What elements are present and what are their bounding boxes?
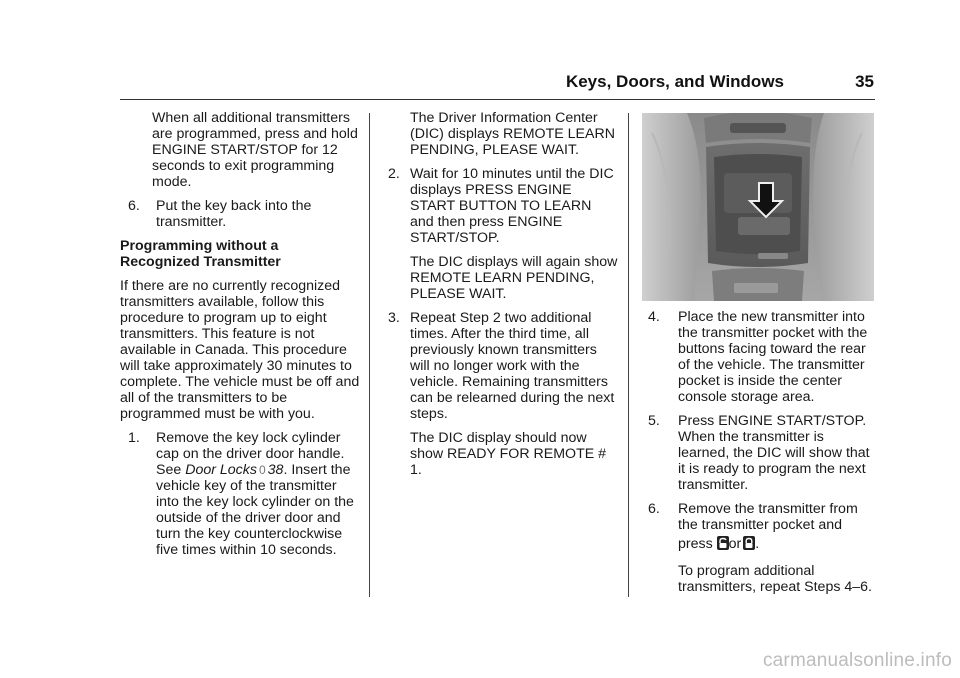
step-2-note: The DIC displays will again show REMOTE LEARN PENDING, PLEASE WAIT. — [410, 254, 618, 302]
header-rule — [120, 99, 875, 100]
lock-button-icon — [743, 536, 755, 550]
column-3 — [646, 309, 878, 603]
step-text-part: Remove the transmitter from the transmitter pocket and — [678, 501, 858, 533]
or-word: or — [728, 536, 742, 552]
step-3-note: The DIC display should now show READY FOR REMOTE # 1. — [410, 430, 607, 478]
step-number: 1. — [128, 430, 140, 446]
column-divider-2 — [628, 113, 629, 597]
press-word: press — [678, 536, 713, 552]
center-console-photo — [642, 113, 874, 301]
dic-paragraph: The Driver Information Center (DIC) displays REMOTE LEARN PENDING, PLEASE WAIT. — [410, 110, 615, 158]
intro-paragraph: When all additional transmitters are programmed, press and hold ENGINE START/STOP for 12 seconds to exit programming mode. — [152, 110, 358, 190]
step-5 — [646, 413, 878, 493]
step-6-prev — [120, 198, 360, 230]
step-6-note: To program additional transmitters, repeat Steps 4–6. — [678, 563, 872, 595]
step-2 — [378, 166, 618, 246]
step-text: Wait for 10 minutes until the DIC displays PRESS ENGINE START BUTTON TO LEARN and then press ENGINE START/STOP. — [410, 166, 614, 246]
step-text: Place the new transmitter into the transmitter pocket with the buttons facing toward the rear of the vehicle. The transmitter pocket is inside the center console storage area. — [678, 309, 868, 405]
period: . — [755, 536, 760, 552]
page-number: 35 — [855, 72, 874, 91]
column-2 — [378, 110, 618, 486]
subheading: Programming without a Recognized Transmitter — [120, 238, 281, 270]
step-6 — [646, 501, 878, 555]
step-3 — [378, 310, 618, 422]
press-line — [678, 536, 759, 552]
step-text — [678, 501, 878, 555]
step-text-part: Remove the key lock cylinder cap on the driver door handle. See — [156, 430, 345, 478]
step-number: 3. — [388, 310, 400, 326]
column-divider-1 — [369, 113, 370, 597]
step-number: 2. — [388, 166, 400, 182]
section-title: Keys, Doors, and Windows — [565, 72, 784, 91]
column-1 — [120, 110, 360, 566]
body-paragraph: If there are no currently recognized transmitters available, follow this procedure to program up to eight transmitters. This feature is not available in Canada. This procedure will take approximately 30 minutes to complete. The vehicle must be off and all of the transmitters to be programmed must be with you. — [120, 278, 360, 422]
page-ref[interactable]: 38 — [267, 462, 284, 478]
watermark: carmanualsonline.info — [762, 650, 952, 671]
step-number: 4. — [648, 309, 660, 325]
step-text: Press ENGINE START/STOP. When the transmitter is learned, the DIC will show that it is ready to program the next transmitter. — [678, 413, 870, 493]
step-text-part: . Insert the vehicle key of the transmitter into the key lock cylinder on the outside of the driver door and turn the key counterclockwise five times within 10 seconds. — [156, 462, 354, 558]
step-number: 5. — [648, 413, 660, 429]
step-number: 6. — [128, 198, 140, 214]
step-number: 6. — [648, 501, 660, 517]
unlock-button-icon — [717, 536, 729, 550]
door-locks-link[interactable]: Door Locks — [185, 462, 257, 478]
step-text — [156, 430, 360, 558]
step-1 — [120, 430, 360, 558]
step-text: Put the key back into the transmitter. — [156, 198, 312, 230]
step-4 — [646, 309, 878, 405]
page-ref-arrow-icon: 0 — [258, 463, 266, 477]
step-text: Repeat Step 2 two additional times. After the third time, all previously known transmitters will no longer work with the vehicle. Remaining transmitters can be relearned during the next steps. — [410, 310, 615, 422]
